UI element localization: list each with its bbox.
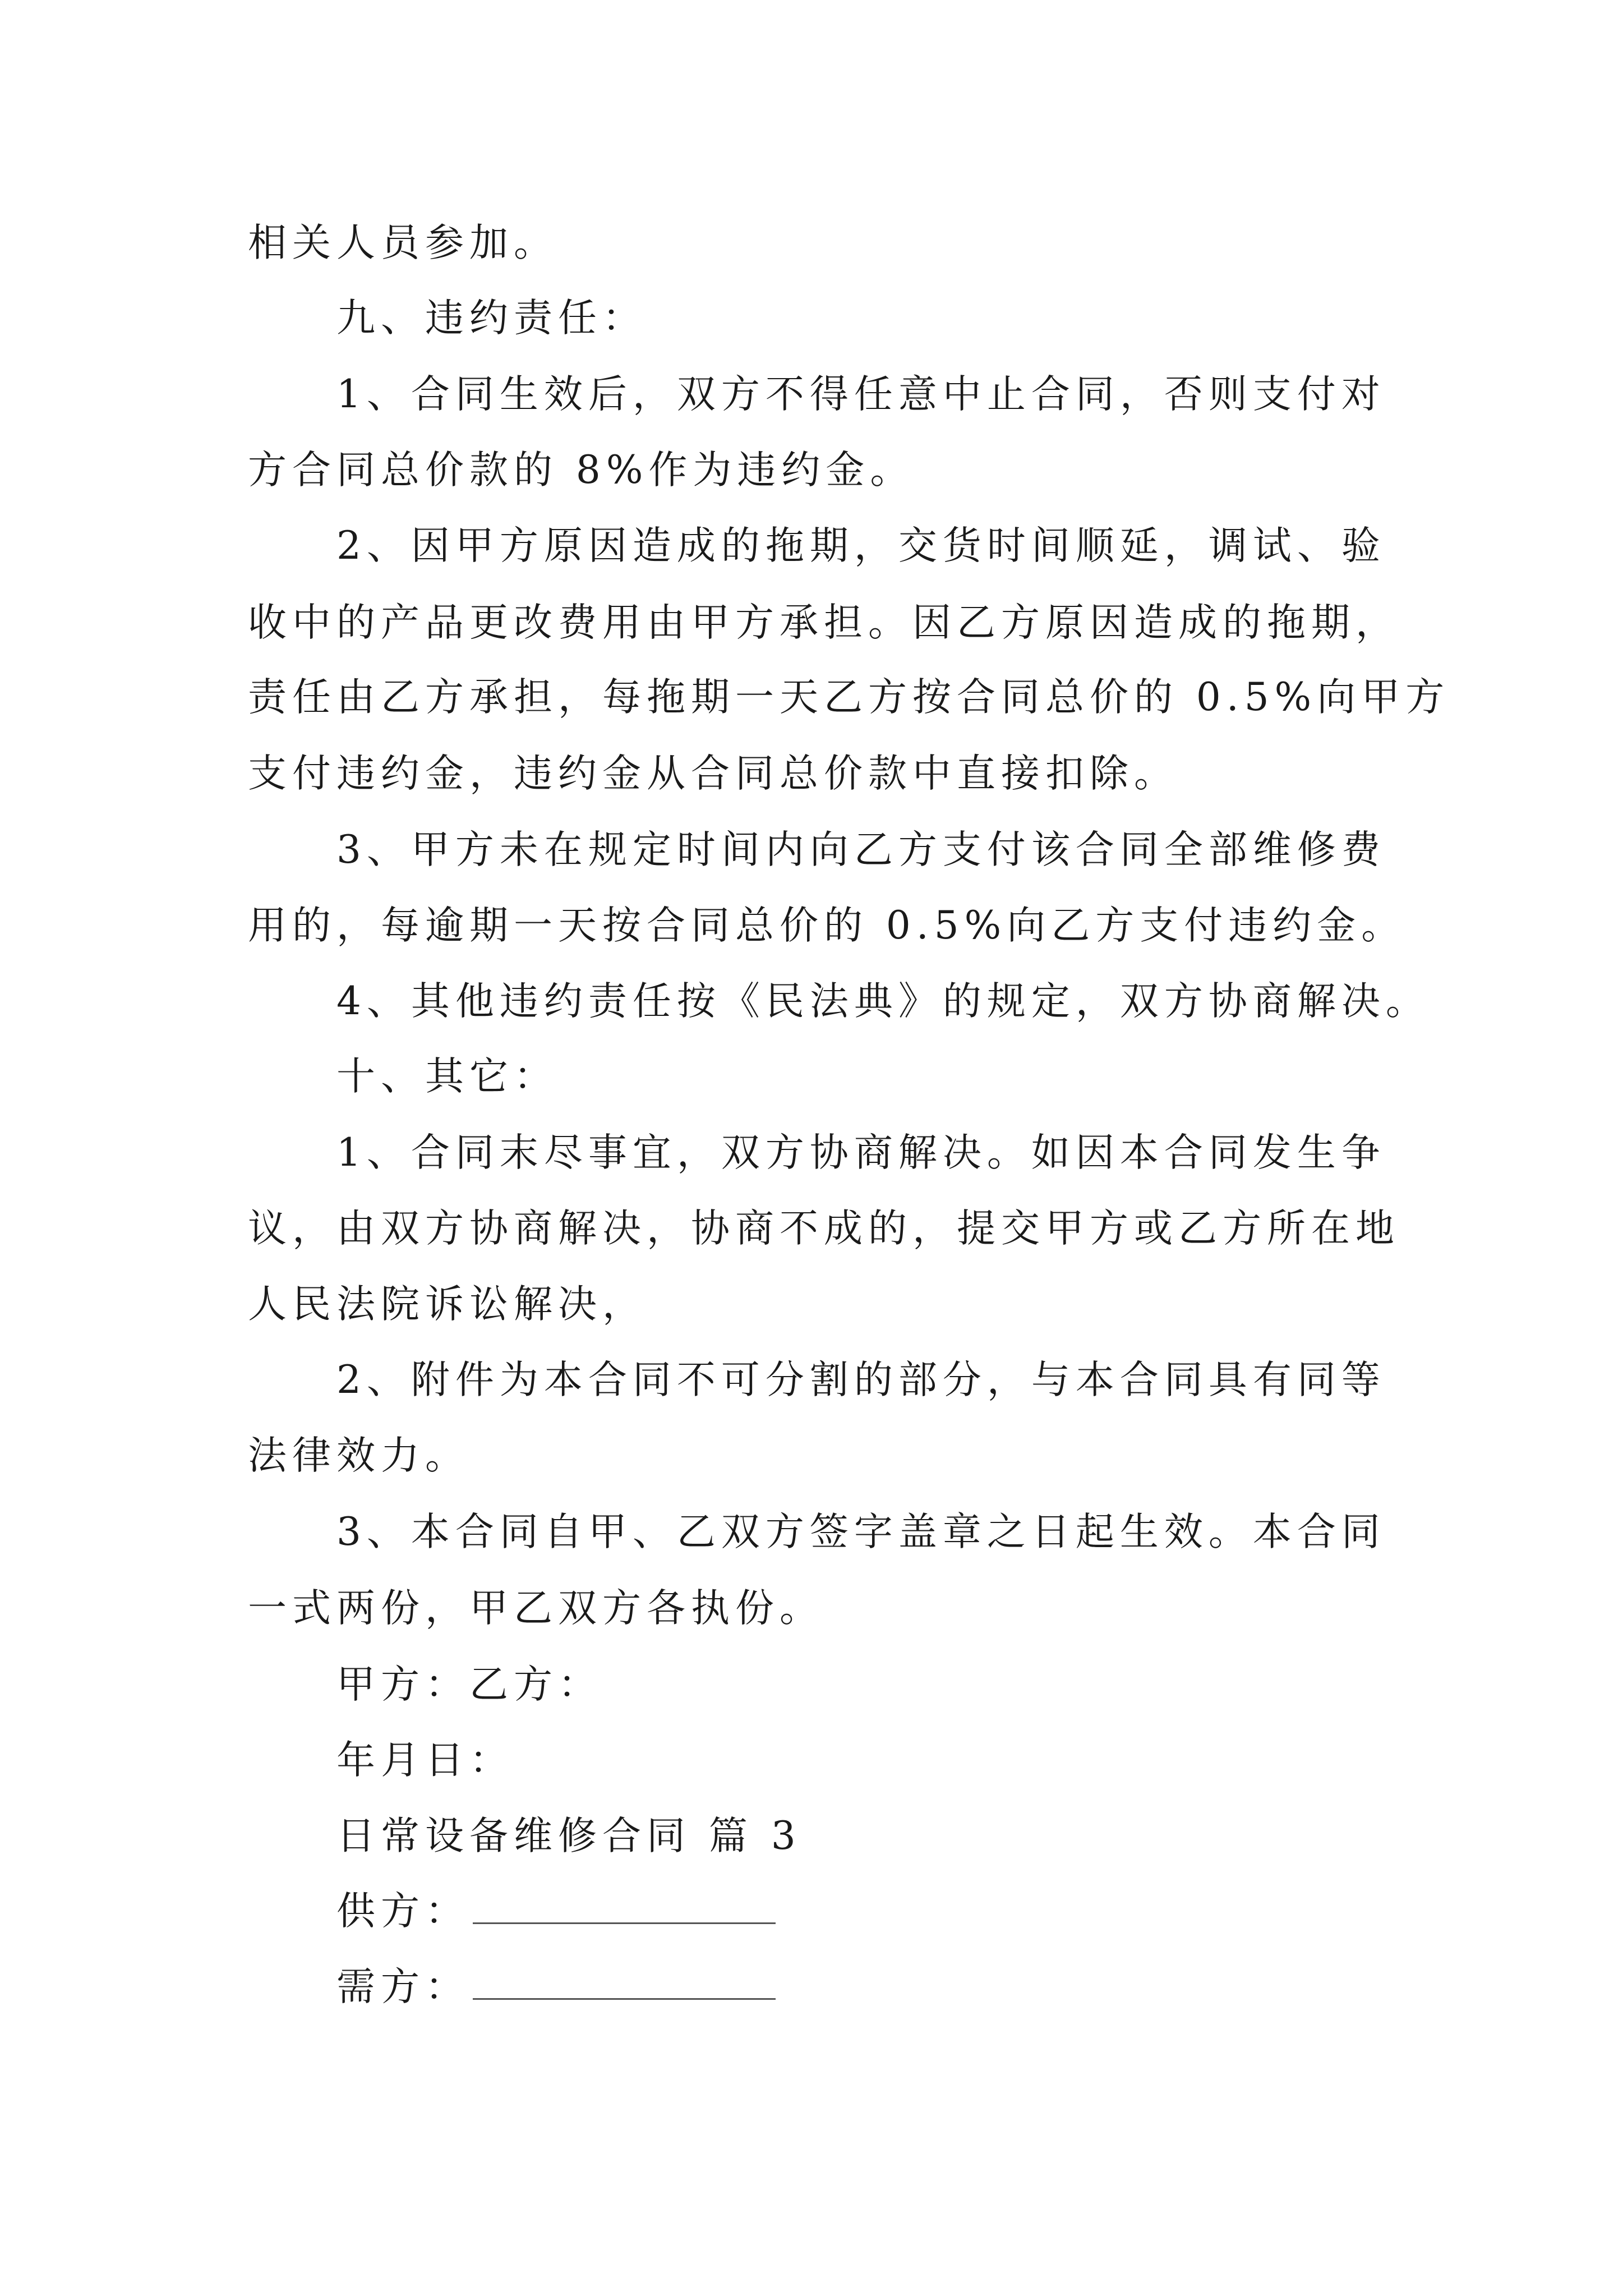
text-line-10: 用的，每逾期一天按合同总价的 0.5%向乙方支付违约金。 — [248, 903, 1406, 948]
section-heading-10: 十、其它： — [336, 1054, 558, 1099]
supplier-label: 供方： — [336, 1889, 469, 1934]
contract-title: 日常设备维修合同 篇 3 — [336, 1814, 801, 1858]
text-line-15: 人民法院诉讼解决， — [248, 1282, 647, 1327]
text-line-9: 3、甲方未在规定时间内向乙方支付该合同全部维修费 — [336, 827, 1386, 872]
supplier-blank — [473, 1887, 776, 1924]
text-line-13: 1、合同末尽事宜，双方协商解决。如因本合同发生争 — [336, 1130, 1386, 1175]
text-line-16: 2、附件为本合同不可分割的部分，与本合同具有同等 — [336, 1358, 1386, 1402]
text-line-17: 法律效力。 — [248, 1433, 469, 1478]
text-line-7: 责任由乙方承担，每拖期一天乙方按合同总价的 0.5%向甲方 — [248, 675, 1450, 720]
buyer-label: 需方： — [336, 1964, 469, 2009]
text-line-6: 收中的产品更改费用由甲方承担。因乙方原因造成的拖期， — [248, 600, 1400, 645]
text-line-1: 相关人员参加。 — [248, 220, 558, 265]
text-line-14: 议，由双方协商解决，协商不成的，提交甲方或乙方所在地 — [248, 1206, 1400, 1251]
text-line-19: 一式两份，甲乙双方各执份。 — [248, 1586, 824, 1631]
text-line-18: 3、本合同自甲、乙双方签字盖章之日起生效。本合同 — [336, 1510, 1386, 1554]
text-line-8: 支付违约金，违约金从合同总价款中直接扣除。 — [248, 751, 1178, 796]
buyer-blank — [473, 1962, 776, 2000]
signature-parties: 甲方：乙方： — [336, 1662, 602, 1707]
supplier-line — [336, 1886, 776, 1936]
buyer-line — [336, 1962, 776, 2012]
signature-date: 年月日： — [336, 1738, 514, 1783]
section-heading-9: 九、违约责任： — [336, 296, 647, 341]
text-line-11: 4、其他违约责任按《民法典》的规定，双方协商解决。 — [336, 979, 1430, 1024]
text-line-4: 方合同总价款的 8%作为违约金。 — [248, 448, 915, 493]
text-line-3: 1、合同生效后，双方不得任意中止合同，否则支付对 — [336, 372, 1386, 417]
text-line-5: 2、因甲方原因造成的拖期，交货时间顺延，调试、验 — [336, 523, 1386, 568]
